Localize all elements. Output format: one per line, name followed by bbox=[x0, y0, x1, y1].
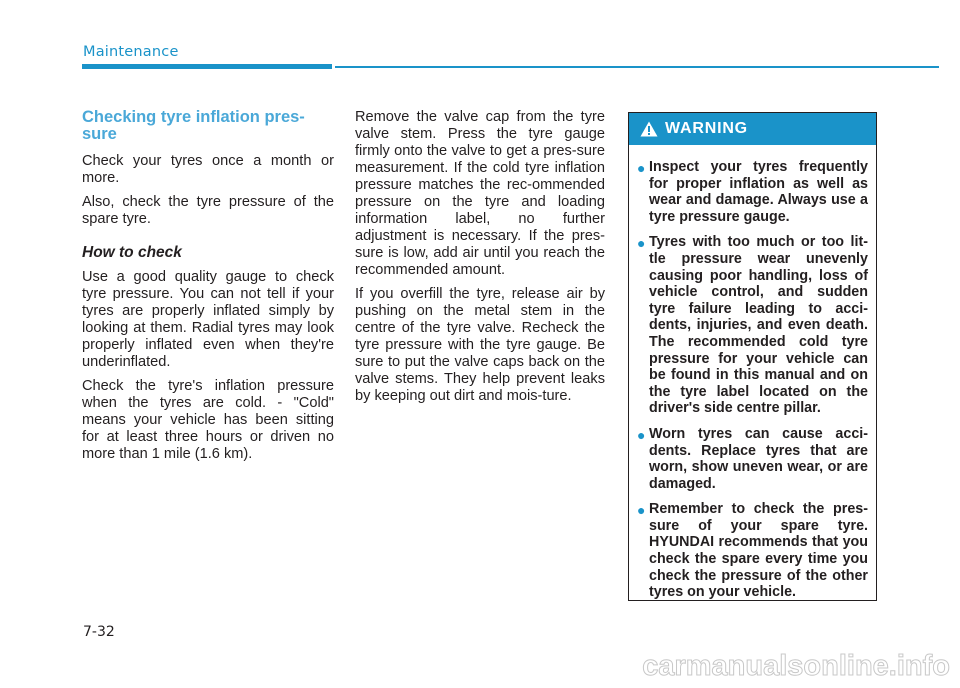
warning-box bbox=[628, 112, 877, 601]
bullet-icon: ● bbox=[637, 235, 646, 252]
middle-column bbox=[355, 109, 605, 412]
warning-item-text: Tyres with too much or too lit-tle pressure wear unevenly causing poor handling, loss of vehicle control, and sudden tyre failure leading to acci-dents, injuries, and even death. The recommended cold tyre pressure for your vehicle can be found in this manual and on the tyre label located on the driver's side centre pillar. bbox=[649, 234, 868, 417]
warning-item bbox=[637, 425, 868, 492]
subheading-how-to-check: How to check bbox=[82, 244, 182, 261]
paragraph: Check your tyres once a month or more. bbox=[82, 153, 334, 186]
bullet-icon: ● bbox=[637, 426, 646, 443]
warning-item bbox=[637, 159, 868, 225]
warning-triangle-icon bbox=[640, 121, 658, 137]
watermark-logo bbox=[560, 650, 952, 680]
paragraph: Check the tyre's inflation pressure when the tyres are cold. - "Cold" means your vehicle has been sitting for at least three hours or driven no more than 1 mile (1.6 km). bbox=[82, 378, 334, 462]
section-heading: Checking tyre inflation pres-sure bbox=[82, 108, 305, 143]
warning-item-text: Inspect your tyres frequently for proper inflation as well as wear and damage. Always use a tyre pressure gauge. bbox=[649, 159, 868, 225]
warning-header bbox=[629, 113, 876, 145]
paragraph: Also, check the tyre pressure of the spare tyre. bbox=[82, 194, 334, 227]
page-number: 7-32 bbox=[83, 624, 115, 640]
paragraph: If you overfill the tyre, release air by pushing on the metal stem in the centre of the tyre valve. Recheck the tyre pressure with the tyre gauge. Be sure to put the valve caps back on the valve stems. They help prevent leaks by keeping out dirt and mois-ture. bbox=[355, 286, 605, 404]
warning-item bbox=[637, 501, 868, 601]
warning-item-text: Worn tyres can cause acci-dents. Replace tyres that are worn, show uneven wear, or are damaged. bbox=[649, 425, 868, 492]
warning-item bbox=[637, 234, 868, 417]
section-title: Maintenance bbox=[83, 44, 179, 60]
bullet-icon: ● bbox=[637, 502, 646, 519]
svg-text:carmanualsonline.info: carmanualsonline.info bbox=[642, 650, 950, 680]
header-rule-thin bbox=[335, 66, 939, 68]
warning-title: WARNING bbox=[665, 120, 748, 137]
paragraph: Remove the valve cap from the tyre valve stem. Press the tyre gauge firmly onto the valve to get a pres-sure measurement. If the cold tyre inflation pressure matches the rec-ommended pressure on the tyre and loading information label, no further adjustment is necessary. If the pres-sure is low, add air until you reach the recommended amount. bbox=[355, 109, 605, 278]
header-rule-thick bbox=[82, 64, 332, 69]
warning-list bbox=[629, 145, 876, 601]
bullet-icon: ● bbox=[637, 160, 646, 176]
paragraph: Use a good quality gauge to check tyre pressure. You can not tell if your tyres are properly inflated simply by looking at them. Radial tyres may look properly inflated even when they're underinflated. bbox=[82, 269, 334, 370]
warning-item-text: Remember to check the pres-sure of your spare tyre. HYUNDAI recommends that you check the spare every time you check the pressure of the other tyres on your vehicle. bbox=[649, 501, 868, 601]
left-column bbox=[82, 109, 334, 470]
